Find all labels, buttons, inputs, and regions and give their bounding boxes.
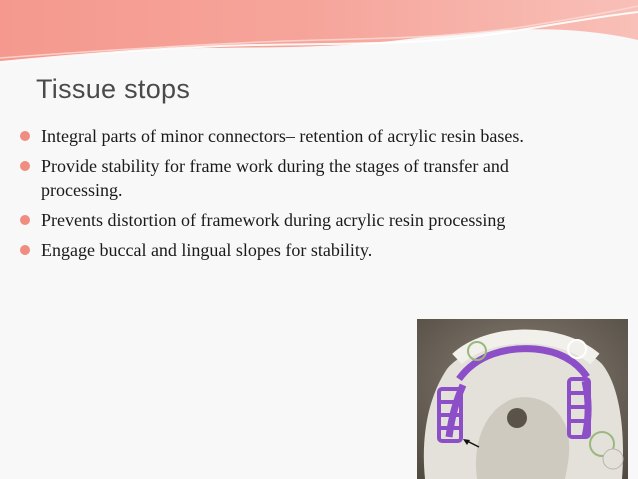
bullet-dot-icon (20, 215, 30, 225)
header-wave-decoration (0, 0, 638, 75)
bullet-item (20, 208, 580, 232)
bullet-list (20, 124, 580, 268)
bullet-item (20, 238, 580, 262)
bullet-item (20, 124, 580, 148)
bullet-dot-icon (20, 245, 30, 255)
dental-cast-photo (417, 319, 628, 479)
bullet-text: Provide stability for frame work during the stages of transfer and processing. (41, 156, 509, 200)
bullet-text: Engage buccal and lingual slopes for stability. (41, 240, 373, 260)
bullet-dot-icon (20, 131, 30, 141)
bullet-text: Integral parts of minor connectors– retention of acrylic resin bases. (41, 126, 524, 146)
bullet-text: Prevents distortion of framework during acrylic resin processing (41, 210, 506, 230)
slide-title: Tissue stops (36, 74, 191, 104)
bullet-item (20, 154, 580, 202)
bullet-dot-icon (20, 161, 30, 171)
